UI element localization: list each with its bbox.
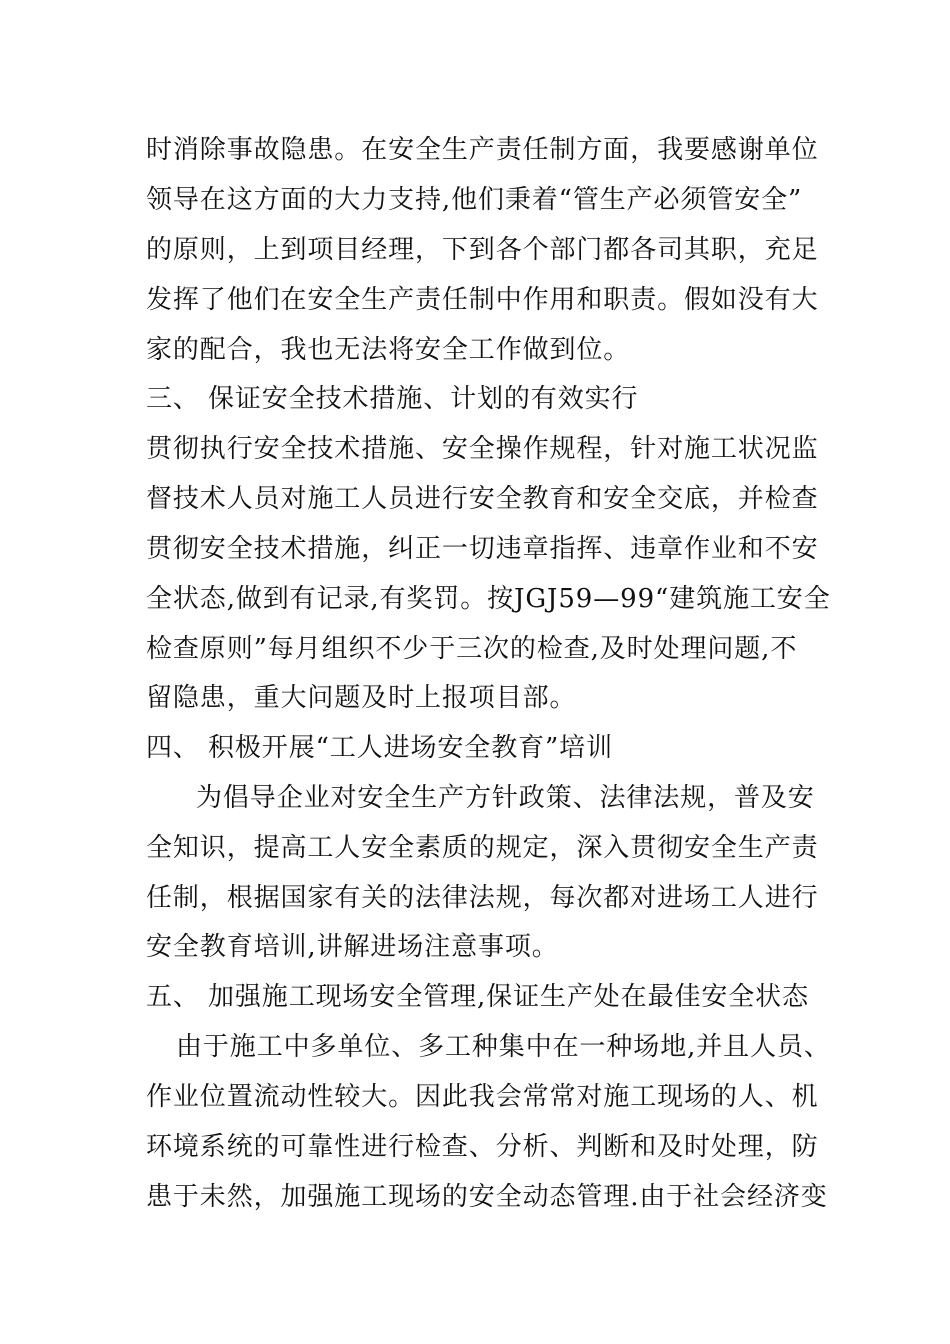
section-number: 三、 bbox=[146, 384, 200, 414]
section-heading-5 bbox=[146, 972, 809, 1022]
body-line: 留隐患，重大问题及时上报项目部。 bbox=[146, 683, 577, 713]
body-line: 任制，根据国家有关的法律法规，每次都对进场工人进行 bbox=[146, 883, 819, 913]
section-heading-4 bbox=[146, 723, 613, 773]
body-line: 为倡导企业对安全生产方针政策、法律法规，普及安 bbox=[196, 783, 815, 813]
body-line: 领导在这方面的大力支持,他们秉着“管生产必须管安全” bbox=[146, 185, 803, 215]
body-line: 的原则，上到项目经理，下到各个部门都各司其职，充足 bbox=[146, 235, 819, 265]
section-heading-3 bbox=[146, 374, 638, 424]
body-line: 检查原则”每月组织不少于三次的检查,及时处理问题,不 bbox=[146, 634, 798, 664]
body-line: 安全教育培训,讲解进场注意事项。 bbox=[146, 932, 559, 962]
body-line: 患于未然，加强施工现场的安全动态管理.由于社会经济变 bbox=[146, 1182, 828, 1212]
body-line: 发挥了他们在安全生产责任制中作用和职责。假如没有大 bbox=[146, 285, 819, 315]
body-line: 由于施工中多单位、多工种集中在一种场地,并且人员、 bbox=[176, 1032, 831, 1062]
body-line: 家的配合，我也无法将安全工作做到位。 bbox=[146, 335, 631, 365]
section-number: 五、 bbox=[146, 982, 200, 1012]
body-line: 时消除事故隐患。在安全生产责任制方面，我要感谢单位 bbox=[146, 135, 819, 165]
body-line: 贯彻执行安全技术措施、安全操作规程，针对施工状况监 bbox=[146, 434, 819, 464]
section-title: 保证安全技术措施、计划的有效实行 bbox=[208, 384, 639, 414]
body-line: 贯彻安全技术措施，纠正一切违章指挥、违章作业和不安 bbox=[146, 534, 819, 564]
section-title: 积极开展“工人进场安全教育”培训 bbox=[208, 733, 613, 763]
section-title: 加强施工现场安全管理,保证生产处在最佳安全状态 bbox=[208, 982, 809, 1012]
body-line: 全知识，提高工人安全素质的规定，深入贯彻安全生产责 bbox=[146, 833, 819, 863]
section-number: 四、 bbox=[146, 733, 200, 763]
body-line: 督技术人员对施工人员进行安全教育和安全交底，并检查 bbox=[146, 484, 819, 514]
body-line: 环境系统的可靠性进行检查、分析、判断和及时处理，防 bbox=[146, 1132, 819, 1162]
body-line: 作业位置流动性较大。因此我会常常对施工现场的人、机 bbox=[146, 1082, 819, 1112]
body-line: 全状态,做到有记录,有奖罚。按JGJ59—99“建筑施工安全 bbox=[146, 584, 831, 614]
